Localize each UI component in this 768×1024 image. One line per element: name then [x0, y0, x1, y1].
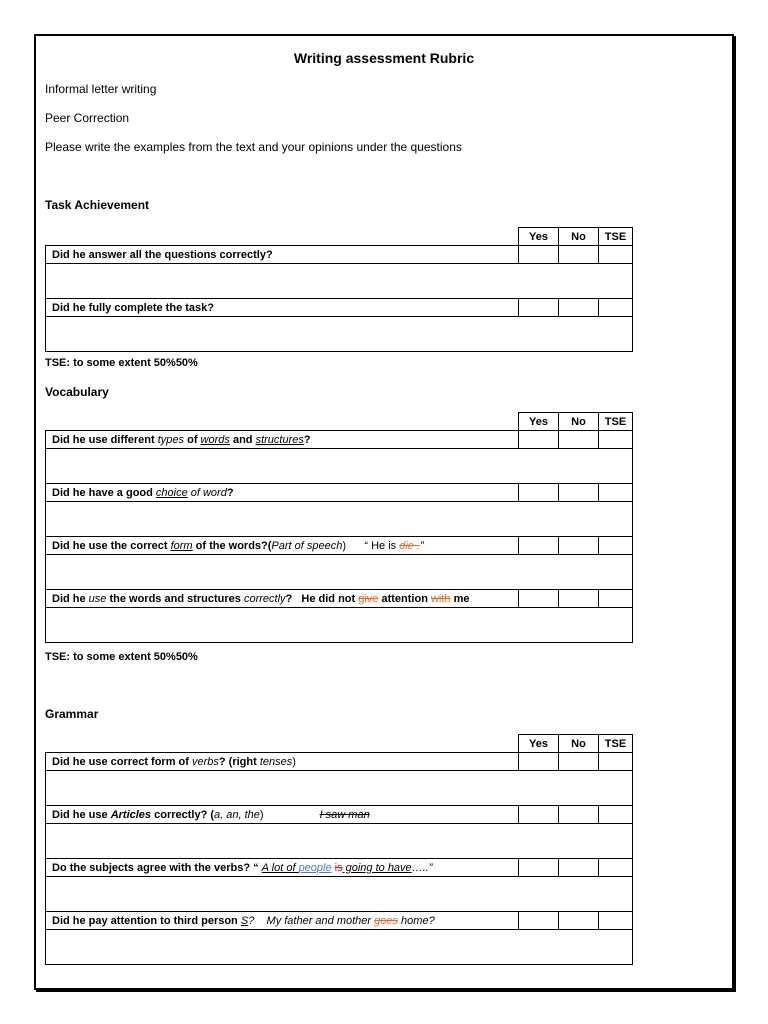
grammar-table: [45, 734, 633, 965]
yes-checkbox[interactable]: [519, 431, 559, 449]
question-grammar-2: Did he use Articles correctly? (a, an, the) I saw man: [46, 806, 519, 824]
question-task-2: Did he fully complete the task?: [46, 299, 519, 317]
table-row: [46, 753, 633, 771]
question-vocab-1: Did he use different types of words and structures?: [46, 431, 519, 449]
no-checkbox[interactable]: [559, 246, 599, 264]
no-checkbox[interactable]: [559, 537, 599, 555]
yes-checkbox[interactable]: [519, 246, 559, 264]
answer-field[interactable]: [46, 317, 633, 352]
table-row: [46, 299, 633, 317]
task-heading: Task Achievement: [45, 198, 150, 212]
no-checkbox[interactable]: [559, 806, 599, 824]
answer-field[interactable]: [46, 877, 633, 912]
yes-checkbox[interactable]: [519, 912, 559, 930]
answer-field[interactable]: [46, 264, 633, 299]
table-row: [46, 484, 633, 502]
question-grammar-4: Did he pay attention to third person S? My father and mother goes home?: [46, 912, 519, 930]
tse-note: TSE: to some extent 50%50%: [45, 357, 198, 369]
question-task-1: Did he answer all the questions correctly?: [46, 246, 519, 264]
tse-checkbox[interactable]: [599, 299, 633, 317]
table-row: [46, 246, 633, 264]
yes-header: Yes: [519, 228, 559, 246]
table-row: [46, 590, 633, 608]
yes-checkbox[interactable]: [519, 806, 559, 824]
yes-checkbox[interactable]: [519, 537, 559, 555]
no-checkbox[interactable]: [559, 859, 599, 877]
yes-header: Yes: [519, 413, 559, 431]
table-row: [46, 912, 633, 930]
no-header: No: [559, 228, 599, 246]
yes-checkbox[interactable]: [519, 753, 559, 771]
no-checkbox[interactable]: [559, 590, 599, 608]
answer-field[interactable]: [46, 502, 633, 537]
table-row: [46, 859, 633, 877]
table-row: [46, 806, 633, 824]
tse-checkbox[interactable]: [599, 912, 633, 930]
tse-checkbox[interactable]: [599, 806, 633, 824]
no-checkbox[interactable]: [559, 912, 599, 930]
answer-field[interactable]: [46, 555, 633, 590]
tse-note: TSE: to some extent 50%50%: [45, 651, 198, 663]
tse-checkbox[interactable]: [599, 246, 633, 264]
answer-field[interactable]: [46, 608, 633, 643]
peer-correction: Peer Correction: [45, 111, 130, 125]
answer-field[interactable]: [46, 930, 633, 965]
answer-field[interactable]: [46, 824, 633, 859]
table-header-row: [46, 735, 633, 753]
grammar-heading: Grammar: [45, 707, 99, 721]
table-row: [46, 537, 633, 555]
vocabulary-heading: Vocabulary: [45, 385, 109, 399]
tse-checkbox[interactable]: [599, 590, 633, 608]
yes-checkbox[interactable]: [519, 299, 559, 317]
tse-checkbox[interactable]: [599, 431, 633, 449]
no-checkbox[interactable]: [559, 753, 599, 771]
no-header: No: [559, 413, 599, 431]
subtitle: Informal letter writing: [45, 82, 157, 96]
tse-header: TSE: [599, 228, 633, 246]
tse-header: TSE: [599, 735, 633, 753]
tse-checkbox[interactable]: [599, 753, 633, 771]
question-vocab-2: Did he have a good choice of word?: [46, 484, 519, 502]
page-title: Writing assessment Rubric: [293, 50, 475, 66]
yes-checkbox[interactable]: [519, 590, 559, 608]
answer-field[interactable]: [46, 449, 633, 484]
question-vocab-4: Did he use the words and structures correctly? He did not give attention with me: [46, 590, 519, 608]
table-header-row: [46, 228, 633, 246]
table-header-row: [46, 413, 633, 431]
question-grammar-1: Did he use correct form of verbs? (right tenses): [46, 753, 519, 771]
table-row: [46, 431, 633, 449]
tse-header: TSE: [599, 413, 633, 431]
yes-checkbox[interactable]: [519, 484, 559, 502]
question-vocab-3: Did he use the correct form of the words?(Part of speech) “ He is die .”: [46, 537, 519, 555]
yes-checkbox[interactable]: [519, 859, 559, 877]
vocabulary-table: [45, 412, 633, 643]
no-checkbox[interactable]: [559, 484, 599, 502]
tse-checkbox[interactable]: [599, 859, 633, 877]
question-grammar-3: Do the subjects agree with the verbs? “ A lot of people is going to have…..”: [46, 859, 519, 877]
yes-header: Yes: [519, 735, 559, 753]
no-checkbox[interactable]: [559, 299, 599, 317]
task-table: [45, 227, 633, 352]
tse-checkbox[interactable]: [599, 484, 633, 502]
no-header: No: [559, 735, 599, 753]
instruction: Please write the examples from the text and your opinions under the questions: [45, 140, 462, 154]
tse-checkbox[interactable]: [599, 537, 633, 555]
answer-field[interactable]: [46, 771, 633, 806]
no-checkbox[interactable]: [559, 431, 599, 449]
